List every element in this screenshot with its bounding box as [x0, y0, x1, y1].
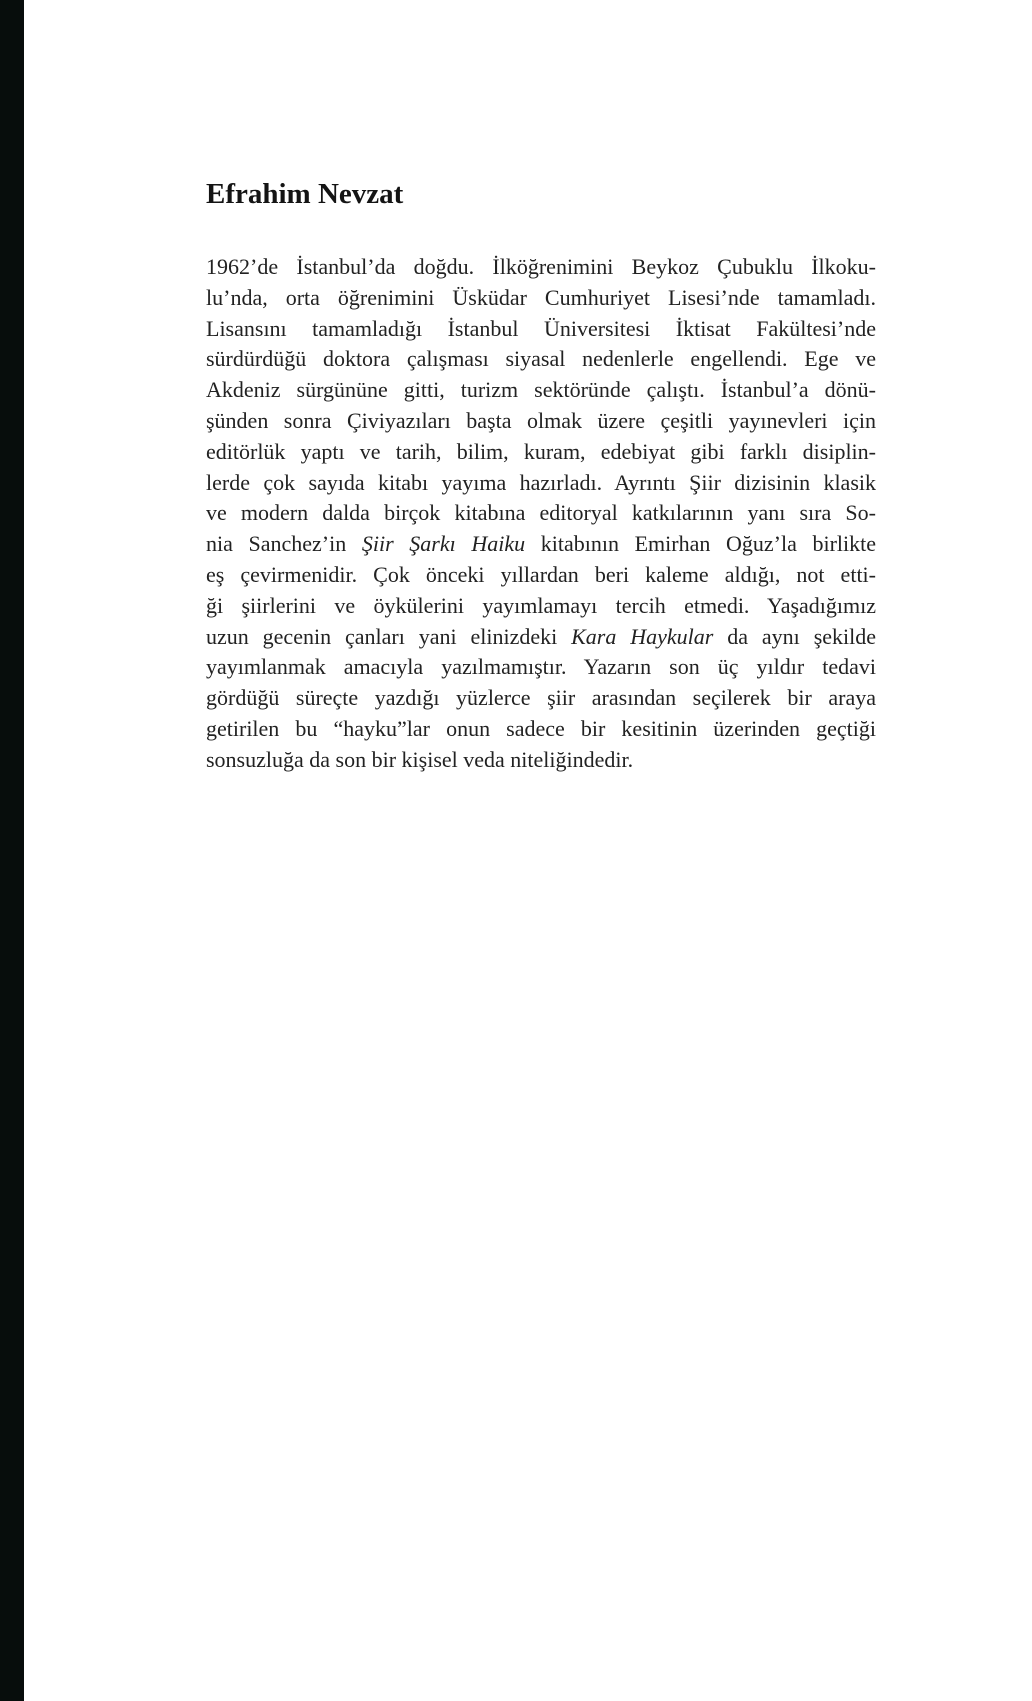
bio-line — [206, 683, 876, 714]
bio-text: nia Sanchez’in — [206, 531, 362, 557]
bio-line — [206, 652, 876, 683]
bio-text: sürdürdüğü doktora çalışması siyasal nedenlerle engellendi. Ege ve — [206, 346, 876, 372]
bio-text: 1962’de İstanbul’da doğdu. İlköğrenimini Beykoz Çubuklu İlkoku- — [206, 254, 876, 279]
bio-line — [206, 529, 876, 560]
bio-text: ve modern dalda birçok kitabına editoryal katkılarının yanı sıra So- — [206, 500, 876, 526]
bio-text: lerde çok sayıda kitabı yayıma hazırladı. Ayrıntı Şiir dizisinin klasik — [206, 469, 876, 495]
bio-text: editörlük yaptı ve tarih, bilim, kuram, edebiyat gibi farklı disiplin- — [206, 438, 876, 464]
bio-text: Akdeniz sürgününe gitti, turizm sektöründe çalıştı. İstanbul’a dönü- — [206, 377, 876, 403]
bio-text: gördüğü süreçte yazdığı yüzlerce şiir arasından seçilerek bir araya — [206, 685, 876, 711]
author-biography — [206, 252, 876, 776]
bio-text: getirilen bu “hayku”lar onun sadece bir kesitinin üzerinden geçtiği — [206, 715, 876, 741]
bio-line — [206, 283, 876, 314]
bio-text: sonsuzluğa da son bir kişisel veda niteliğindedir. — [206, 746, 634, 772]
book-page — [24, 0, 1032, 1701]
bio-line — [206, 622, 876, 653]
bio-line — [206, 591, 876, 622]
bio-line — [206, 498, 876, 529]
book-title-italic: Şiir Şarkı Haiku — [361, 531, 526, 557]
bio-text: ği şiirlerini ve öykülerini yayımlamayı tercih etmedi. Yaşadığımız — [206, 592, 876, 618]
bio-line — [206, 406, 876, 437]
bio-line — [206, 314, 876, 345]
bio-line — [206, 437, 876, 468]
bio-text: da aynı şekilde — [713, 623, 877, 649]
bio-line — [206, 560, 876, 591]
bio-line — [206, 468, 876, 499]
bio-text: kitabının Emirhan Oğuz’la birlikte — [525, 531, 876, 557]
bio-line — [206, 745, 876, 776]
book-title-italic: Kara Haykular — [571, 623, 714, 649]
bio-text: şünden sonra Çiviyazıları başta olmak üzere çeşitli yayınevleri için — [206, 407, 876, 433]
bio-line — [206, 344, 876, 375]
bio-text: Lisansını tamamladığı İstanbul Üniversitesi İktisat Fakültesi’nde — [206, 315, 876, 341]
bio-line — [206, 252, 876, 283]
bio-text: lu’nda, orta öğrenimini Üsküdar Cumhuriyet Lisesi’nde tamamladı. — [206, 284, 876, 310]
bio-line — [206, 714, 876, 745]
bio-text: uzun gecenin çanları yani elinizdeki — [206, 623, 572, 649]
bio-text: eş çevirmenidir. Çok önceki yıllardan beri kaleme aldığı, not etti- — [206, 561, 876, 587]
author-name-heading: Efrahim Nevzat — [206, 178, 404, 210]
bio-line — [206, 375, 876, 406]
bio-text: yayımlanmak amacıyla yazılmamıştır. Yazarın son üç yıldır tedavi — [206, 654, 876, 680]
book-spine-edge — [0, 0, 24, 1701]
